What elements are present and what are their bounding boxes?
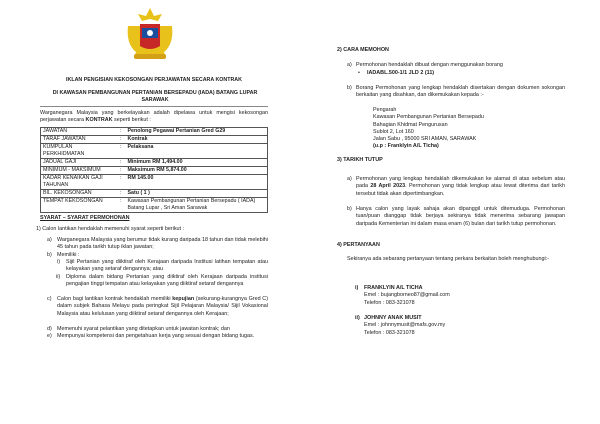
tarikh-b-text: Hanya calon yang layak sahaja akan dipanggil untuk ditemuduga. Permohonan tuan/puan dianggap tidak berjaya sekiranya tidak menerima sebarang jawapan daripada Kementerian ini dalam masa enam (6) bulan dari tarikh tutup permohonan. — [356, 206, 565, 227]
table-row — [41, 190, 268, 198]
divider — [40, 106, 268, 107]
table-row — [41, 159, 268, 167]
row-label: BIL. KEKOSONGAN — [41, 190, 116, 198]
intro-bold: KONTRAK — [85, 117, 113, 124]
cara-b-label: b) — [347, 85, 352, 91]
table-row — [41, 136, 268, 144]
address-line: Pengarah — [373, 107, 397, 113]
item-c-label: c) — [47, 296, 52, 302]
contact-name: FRANKLYIN A/L TICHA — [364, 285, 423, 291]
contact-name: JOHNNY ANAK MUSIT — [364, 315, 422, 321]
row-colon: : — [116, 159, 126, 167]
cara-a-text: Permohonan hendaklah dibuat dengan menggunakan borang — [356, 62, 503, 68]
row-value: Satu ( 1 ) — [126, 190, 268, 198]
address-line: Bahagian Khidmat Pengurusan — [373, 121, 448, 128]
item-bi-text: Sijil Pertanian yang diiktiraf oleh Kerajaan daripada Institusi latihan tempatan atau kelayakan yang setaraf dengannya; atau — [66, 259, 268, 273]
item-b-text: Memiliki : — [57, 252, 80, 258]
address-line: Jalan Sabu , 95000 SRI AMAN, SARAWAK — [373, 136, 477, 143]
title-line-1: IKLAN PENGISIAN KEKOSONGAN PERJAWATAN SECARA KONTRAK — [66, 77, 242, 83]
address-line: Kawasan Pembangunan Pertanian Bersepadu — [373, 114, 484, 121]
row-label: TEMPAT KEKOSONGAN — [41, 198, 116, 213]
section-pertanyaan: 4) PERTANYAAN — [337, 242, 380, 248]
tarikh-a-text2: . Permohonan yang tidak lengkap atau lewat diterima dari tarikh tersebut tidak akan dipertimbangkan. — [356, 183, 565, 197]
row-value: Maksimum RM 5,874.00 — [126, 167, 268, 175]
address-line: Sublot 2, Lot 160 — [373, 128, 414, 135]
item-bi-label: i) — [57, 259, 60, 265]
contact-1 — [355, 285, 450, 307]
item-c-text-a: Calon bagi lantikan kontrak hendaklah memiliki — [57, 296, 173, 302]
contact-email[interactable]: Emel : bujangborneo87@gmail.com — [364, 292, 450, 299]
row-colon: : — [116, 136, 126, 144]
table-row — [41, 128, 268, 136]
section-tarikh-tutup: 3) TARIKH TUTUP — [337, 157, 383, 163]
syarat-heading: SYARAT – SYARAT PERMOHONAN — [40, 215, 130, 221]
tarikh-b-label: b) — [347, 206, 352, 212]
row-value: Penolong Pegawai Pertanian Gred G29 — [126, 128, 268, 136]
coat-of-arms-logo — [120, 4, 180, 64]
row-colon: : — [116, 128, 126, 136]
title-line-2: DI KAWASAN PEMBANGUNAN PERTANIAN BERSEPADU (IADA) BATANG LUPAR SARAWAK — [52, 90, 258, 103]
row-label: JADUAL GAJI — [41, 159, 116, 167]
intro-paragraph — [40, 110, 268, 125]
item-b-label: b) — [47, 252, 52, 258]
item-e-label: e) — [47, 333, 52, 339]
tarikh-a-text — [356, 176, 565, 198]
item-bii-text: Diploma dalam bidang Pertanian yang diiktiraf oleh Kerajaan daripada institusi pengajian tinggi tempatan atau kelayakan yang diiktiraf setaraf dengannya — [66, 274, 268, 288]
tarikh-a-text1: Permohonan yang lengkap hendaklah dikemukakan ke alamat di atas sebelum atau pada — [356, 176, 565, 190]
item-d-text: Memenuhi syarat pelantikan yang ditetapkan untuk jawatan kontrak; dan — [57, 326, 230, 332]
cara-b-text: Borang Permohonan yang lengkap hendaklah disertakan dengan dokumen sokongan berkaitan yang disahkan, dan dikemukakan kepada :- — [356, 85, 565, 99]
form-code: IADABL.500-1/1 JLD 2 (11) — [367, 70, 435, 76]
attention-line: (u.p : Franklyin A/L Ticha) — [373, 143, 439, 150]
contact-phone: Telefon : 083-321078 — [364, 329, 415, 336]
intro-text-end: seperti berikut : — [112, 117, 151, 124]
row-value: Minimum RM 1,494.00 — [126, 159, 268, 167]
row-label: KADAR KENAIKAN GAJI TAHUNAN — [41, 175, 116, 190]
item-e-text: Mempunyai kompetensi dan pengetahuan kerja yang sesuai dengan bidang tugas. — [57, 333, 255, 339]
closing-date: 28 April 2023 — [370, 183, 406, 190]
table-row — [41, 175, 268, 190]
row-colon: : — [116, 167, 126, 175]
item-c-text-b: (sekurang-kurangnya Gred C) dalam subjek Bahasa Melayu pada peringkat Sijil Pelajaran Malaysia/ Sijil Vokasional Malaysia atau kelulusan yang diiktiraf setaraf dengannya oleh Kerajaan; — [57, 296, 268, 317]
item-d-label: d) — [47, 326, 52, 332]
cara-a-label: a) — [347, 62, 352, 68]
item-c-bold: kepujian — [172, 296, 195, 302]
contact-num: i) — [355, 285, 359, 291]
section-cara-memohon: 2) CARA MEMOHON — [337, 47, 389, 53]
row-label: KUMPULAN PERKHIDMATAN — [41, 144, 116, 159]
contact-2 — [355, 315, 445, 337]
table-row — [41, 167, 268, 175]
row-colon: : — [116, 198, 126, 213]
item-bii-label: ii) — [56, 274, 61, 280]
pertanyaan-text: Sekiranya ada sebarang pertanyaan tentang perkara berkaitan boleh menghubungi:- — [347, 256, 549, 262]
tarikh-a-label: a) — [347, 176, 352, 182]
item-a-label: a) — [47, 237, 52, 243]
row-value: Pelaksana — [126, 144, 268, 159]
row-label: TARAF JAWATAN — [41, 136, 116, 144]
item-a-text: Warganegara Malaysia yang berumur tidak kurang daripada 18 tahun dan tidak melebihi 45 tahun pada tarikh tutup iklan jawatan; — [57, 237, 268, 251]
row-colon: : — [116, 175, 126, 190]
row-colon: : — [116, 144, 126, 159]
contact-num: ii) — [355, 315, 360, 321]
address-block — [373, 107, 484, 151]
row-label: JAWATAN — [41, 128, 116, 136]
row-colon: : — [116, 190, 126, 198]
row-value: RM 145.00 — [126, 175, 268, 190]
table-row — [41, 198, 268, 213]
contact-email[interactable]: Emel : johnnymusit@mafs.gov.my — [364, 322, 446, 329]
row-label: MINIMUM - MAKSIMUM — [41, 167, 116, 175]
bullet-icon: • — [358, 70, 360, 76]
intro-text: Warganegara Malaysia yang berkelayakan adalah dipelawa untuk mengisi kekosongan perjawatan secara — [40, 110, 268, 124]
row-value: Kontrak — [126, 136, 268, 144]
job-details-table — [40, 127, 268, 213]
requirement-1: 1) Calon lantikan hendaklah memenuhi syarat seperti berikut : — [36, 226, 185, 232]
contact-phone: Telefon : 083-321078 — [364, 299, 415, 306]
item-c-text — [57, 296, 268, 318]
row-value: Kawasan Pembangunan Pertanian Bersepadu ( IADA) Batang Lupar , Sri Aman Sarawak — [126, 198, 268, 213]
table-row — [41, 144, 268, 159]
